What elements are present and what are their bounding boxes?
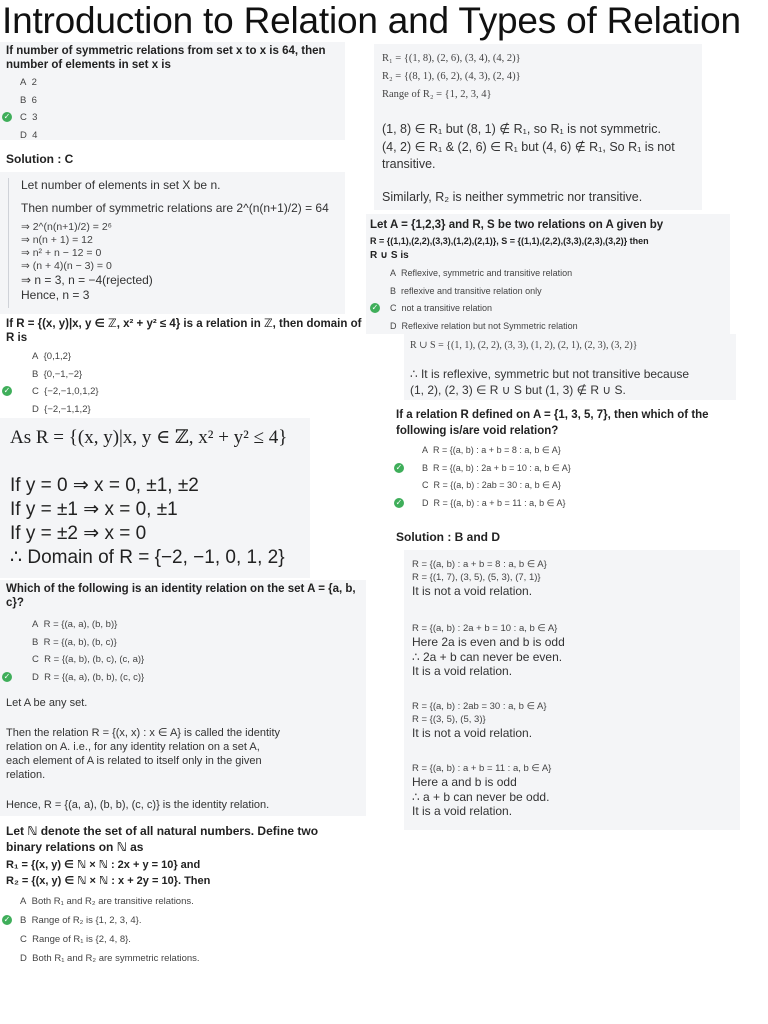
q1-sol-line-5: ⇒ n² + n − 12 = 0 <box>21 247 102 259</box>
q1-question: If number of symmetric relations from set x to x is 64, then number of elements in set x is <box>6 45 326 71</box>
q4-option-b[interactable]: ✓ B Range of R₂ is {1, 2, 3, 4}. <box>3 915 142 926</box>
q1-option-c[interactable]: ✓ C 3 <box>3 112 38 123</box>
q4-option-a[interactable]: A Both R₁ and R₂ are transitive relations. <box>20 896 194 907</box>
q5-question-line-3: R ∪ S is <box>370 250 409 261</box>
q2-solution <box>0 418 310 578</box>
q3-option-c[interactable]: C R = {(a, b), (b, c), (c, a)} <box>32 654 145 665</box>
q4-sol-line-3: Range of R₂ = {1, 2, 3, 4} <box>382 89 492 100</box>
q3-card <box>0 580 366 816</box>
q4-sol-line-2: R₂ = {(8, 1), (6, 2), (4, 3), (2, 4)} <box>382 71 521 82</box>
q2-sol-line-5: ∴ Domain of R = {−2, −1, 0, 1, 2} <box>10 547 285 568</box>
q6-card <box>390 404 740 528</box>
q5-question-line-1: Let A = {1,2,3} and R, S be two relations on A given by <box>370 219 664 231</box>
q3-sol-line-6: Hence, R = {(a, a), (b, b), (c, c)} is the identity relation. <box>6 799 270 811</box>
q4-option-c[interactable]: C Range of R₁ is {2, 4, 8}. <box>20 934 131 945</box>
q5-question-line-2: R = {(1,1),(2,2),(3,3),(1,2),(2,1)}, S = {(1,1),(2,2),(3,3),(2,3),(3,2)} then <box>370 236 649 246</box>
q5-option-c[interactable]: ✓ C not a transitive relation <box>371 303 493 313</box>
q2-question: If R = {(x, y)|x, y ∈ ℤ, x² + y² ≤ 4} is a relation in ℤ, then domain of R is <box>6 318 362 344</box>
q6-group-4: R = {(a, b) : a + b = 11 : a, b ∈ A} Here a and b is odd ∴ a + b can never be odd. It is a void relation. <box>412 763 552 818</box>
q2-sol-line-3: If y = ±1 ⇒ x = 0, ±1 <box>10 499 178 520</box>
q6-solution-label: Solution : B and D <box>396 530 500 544</box>
q3-option-d[interactable]: ✓ D R = {(a, a), (b, b), (c, c)} <box>3 671 145 683</box>
q4-question-line-1: Let ℕ denote the set of all natural numbers. Define two <box>6 824 319 838</box>
q2-option-c[interactable]: ✓ C {−2,−1,0,1,2} <box>3 386 99 397</box>
q2-options <box>3 348 99 418</box>
q2-option-b[interactable]: B {0,−1,−2} <box>32 368 83 380</box>
q5-option-d[interactable]: D Reflexive relation but not Symmetric relation <box>390 320 578 331</box>
q6-group-2: R = {(a, b) : 2a + b = 10 : a, b ∈ A} Here 2a is even and b is odd ∴ 2a + b can never be even. It is a void relation. <box>412 623 565 678</box>
q4-solution <box>374 44 702 210</box>
q6-question-line-1: If a relation R defined on A = {1, 3, 5, 7}, then which of the <box>396 409 709 421</box>
check-icon: ✓ <box>3 915 11 924</box>
q3-option-b[interactable]: B R = {(a, b), (b, c)} <box>32 636 117 648</box>
check-icon: ✓ <box>3 112 11 121</box>
q2-sol-line-1: As R = {(x, y)|x, y ∈ ℤ, x² + y² ≤ 4} <box>10 427 288 448</box>
q1-sol-line-7: ⇒ n = 3, n = −4(rejected) <box>21 273 153 287</box>
check-icon: ✓ <box>3 671 11 681</box>
q6-solution <box>404 550 740 830</box>
q4-options <box>3 892 200 968</box>
q6-option-a[interactable]: A R = {(a, b) : a + b = 8 : a, b ∈ A} <box>422 445 561 455</box>
check-icon: ✓ <box>3 386 11 395</box>
q2-sol-line-2: If y = 0 ⇒ x = 0, ±1, ±2 <box>10 475 199 496</box>
q2-option-a[interactable]: A {0,1,2} <box>32 351 72 362</box>
q2-card <box>0 316 368 416</box>
q6-option-b[interactable]: ✓ B R = {(a, b) : 2a + b = 10 : a, b ∈ A} <box>395 462 571 473</box>
q1-options <box>3 74 38 144</box>
page-title: Introduction to Relation and Types of Relation <box>2 0 741 41</box>
q1-sol-line-8: Hence, n = 3 <box>21 287 90 302</box>
q1-sol-line-6: ⇒ (n + 4)(n − 3) = 0 <box>21 260 112 272</box>
q1-option-d[interactable]: D 4 <box>20 129 38 141</box>
q4-sol-line-6: transitive. <box>382 157 436 171</box>
q1-sol-line-2: Then number of symmetric relations are 2^(n(n+1)/2) = 64 <box>21 200 329 215</box>
q1-solution-label: Solution : C <box>6 152 74 166</box>
q6-group-1: R = {(a, b) : a + b = 8 : a, b ∈ A} R = {(1, 7), (3, 5), (5, 3), (7, 1)} It is not a void relation. <box>412 559 547 598</box>
q6-options <box>395 442 571 512</box>
q2-option-d[interactable]: D {−2,−1,1,2} <box>32 403 91 415</box>
q5-solution <box>404 334 736 400</box>
q6-option-c[interactable]: C R = {(a, b) : 2ab = 30 : a, b ∈ A} <box>422 480 561 490</box>
q1-sol-line-3: ⇒ 2^(n(n+1)/2) = 2⁶ <box>21 221 113 233</box>
q4-card <box>0 822 368 972</box>
q3-option-a[interactable]: A R = {(a, a), (b, b)} <box>32 619 118 630</box>
q4-question-line-2: binary relations on ℕ as <box>6 840 144 854</box>
q3-solution-paragraph: Then the relation R = {(x, x) : x ∈ A} is called the identity relation on A. i.e., for any identity relation on a set A, each element of A is related to itself only in the given relation. <box>6 727 281 781</box>
check-icon: ✓ <box>395 462 403 472</box>
q6-question-line-2: following is/are void relation? <box>396 425 559 437</box>
q4-option-d[interactable]: D Both R₁ and R₂ are symmetric relations. <box>20 953 200 964</box>
q4-question-line-3: R₁ = {(x, y) ∈ ℕ × ℕ : 2x + y = 10} and <box>6 859 201 871</box>
check-icon: ✓ <box>371 303 379 312</box>
q6-option-d[interactable]: ✓ D R = {(a, b) : a + b = 11 : a, b ∈ A} <box>395 497 566 508</box>
q3-question: Which of the following is an identity relation on the set A = {a, b, c}? <box>6 583 356 609</box>
q1-sol-line-4: ⇒ n(n + 1) = 12 <box>21 234 93 246</box>
q5-options <box>371 265 578 335</box>
q4-question-line-4: R₂ = {(x, y) ∈ ℕ × ℕ : x + 2y = 10}. Then <box>6 875 211 887</box>
q5-sol-line-3: (1, 2), (2, 3) ∈ R ∪ S but (1, 3) ∉ R ∪ S. <box>410 383 626 397</box>
q4-sol-line-1: R₁ = {(1, 8), (2, 6), (3, 4), (4, 2)} <box>382 53 521 64</box>
q6-group-3: R = {(a, b) : 2ab = 30 : a, b ∈ A} R = {(3, 5), (5, 3)} It is not a void relation. <box>412 701 547 740</box>
q2-sol-line-4: If y = ±2 ⇒ x = 0 <box>10 523 147 544</box>
q3-sol-line-1: Let A be any set. <box>6 697 88 709</box>
q5-option-b[interactable]: B reflexive and transitive relation only <box>390 285 542 296</box>
q1-sol-line-1: Let number of elements in set X be n. <box>21 178 221 192</box>
q1-card <box>0 42 345 140</box>
q5-sol-line-2: ∴ It is reflexive, symmetric but not transitive because <box>410 367 690 381</box>
q4-sol-line-4: (1, 8) ∈ R₁ but (8, 1) ∉ R₁, so R₁ is not symmetric. <box>382 122 661 136</box>
q4-sol-line-5: (4, 2) ∈ R₁ & (2, 6) ∈ R₁ but (4, 6) ∉ R₁, So R₁ is not <box>382 140 675 154</box>
q5-sol-line-1: R ∪ S = {(1, 1), (2, 2), (3, 3), (1, 2), (2, 1), (2, 3), (3, 2)} <box>410 340 638 351</box>
q5-option-a[interactable]: A Reflexive, symmetric and transitive relation <box>390 268 573 278</box>
q5-card <box>366 214 730 334</box>
q1-option-a[interactable]: A 2 <box>20 77 37 88</box>
q1-option-b[interactable]: B 6 <box>20 94 37 106</box>
q4-sol-line-7: Similarly, R₂ is neither symmetric nor transitive. <box>382 190 643 204</box>
q1-solution <box>0 172 345 314</box>
check-icon: ✓ <box>395 497 403 507</box>
q3-options <box>3 616 145 686</box>
